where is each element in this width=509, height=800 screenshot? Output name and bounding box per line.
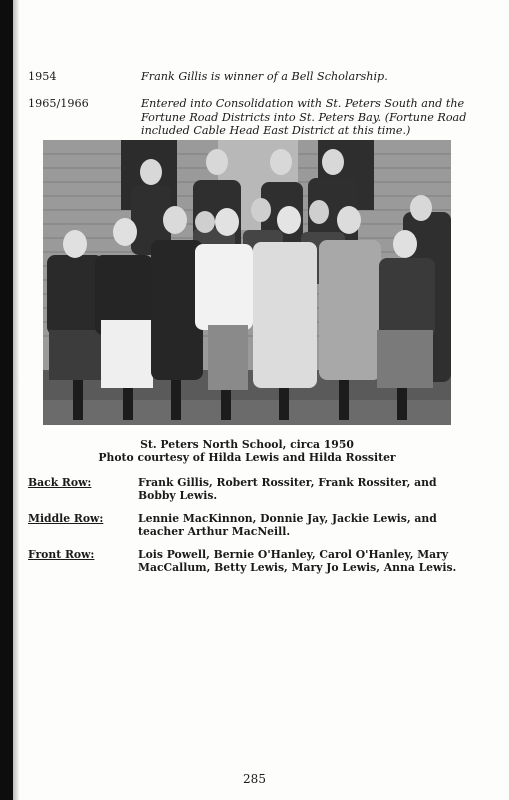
page-number: 285 bbox=[243, 772, 266, 786]
row-label: Back Row: bbox=[28, 476, 92, 489]
row-label: Front Row: bbox=[28, 548, 95, 561]
photo-caption-credit: Photo courtesy of Hilda Lewis and Hilda Rossiter bbox=[98, 451, 396, 464]
timeline-year: 1965/1966 bbox=[28, 97, 89, 110]
timeline-text: Frank Gillis is winner of a Bell Scholarship. bbox=[141, 70, 388, 83]
class-photograph bbox=[43, 140, 451, 425]
page-gutter-shade bbox=[13, 0, 19, 800]
row-label: Middle Row: bbox=[28, 512, 104, 525]
row-names: Lennie MacKinnon, Donnie Jay, Jackie Lewis, and teacher Arthur MacNeill. bbox=[138, 512, 437, 538]
row-names: Frank Gillis, Robert Rossiter, Frank Rossiter, and Bobby Lewis. bbox=[138, 476, 437, 502]
book-spine-shadow bbox=[0, 0, 13, 800]
timeline-text: Entered into Consolidation with St. Peters South and the Fortune Road Districts into St. Peters Bay. (Fortune Road included Cable Head East District at this time.) bbox=[141, 97, 467, 137]
row-names: Lois Powell, Bernie O'Hanley, Carol O'Hanley, Mary MacCallum, Betty Lewis, Mary Jo Lewis, Anna Lewis. bbox=[138, 548, 457, 574]
photo-caption-title: St. Peters North School, circa 1950 bbox=[140, 438, 354, 451]
timeline-year: 1954 bbox=[28, 70, 57, 83]
